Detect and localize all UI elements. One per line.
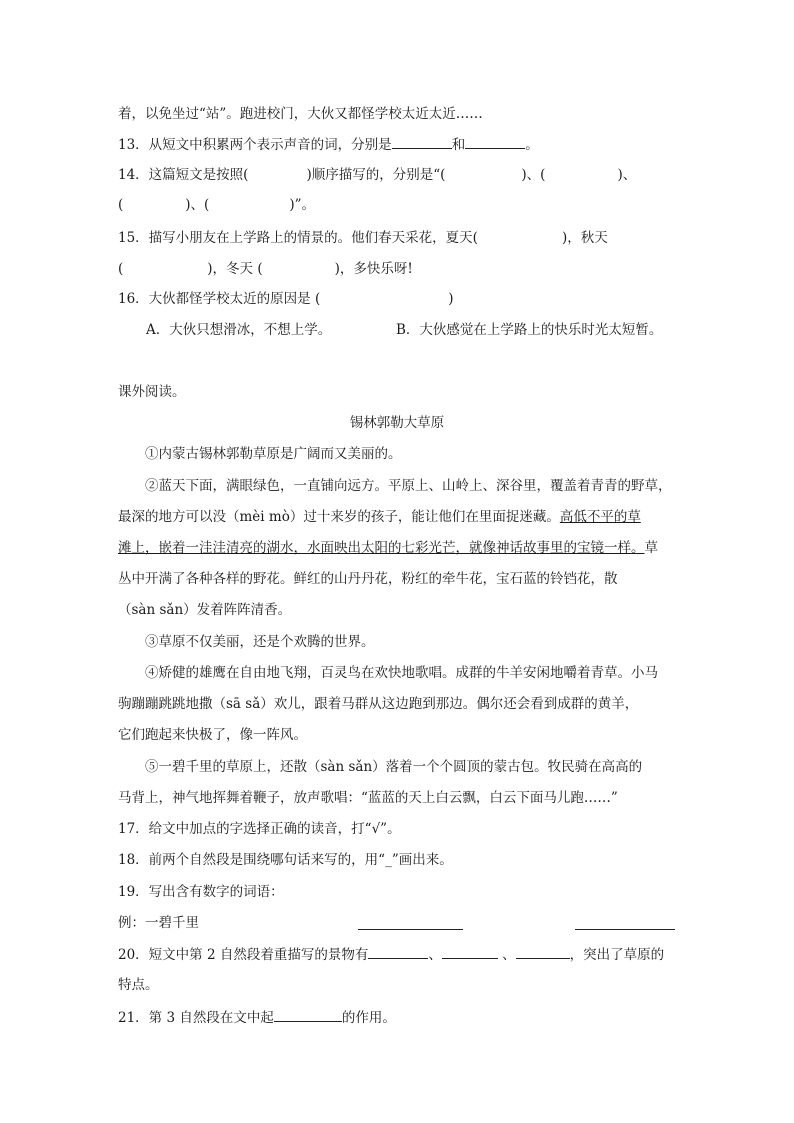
paragraph-2-line-3	[118, 538, 676, 558]
question-text: 15．描写小朋友在上学路上的情景的。他们春天采花，夏天(	[118, 230, 478, 246]
text: 它们跑起来快极了，像一阵风。	[118, 727, 307, 743]
question-text: (	[118, 197, 124, 213]
answer-blank[interactable]	[465, 134, 525, 149]
answer-blank[interactable]	[368, 944, 428, 959]
paragraph-3	[145, 632, 676, 652]
text: 草	[644, 540, 658, 556]
question-text: 17．给文中加点的字选择正确的读音，打“√”。	[118, 821, 401, 837]
question-text: 18．前两个自然段是围绕哪句话来写的，用“_”画出来。	[118, 852, 453, 868]
paragraph-2-line-5	[118, 600, 676, 620]
option-a[interactable]: A．大伙只想滑冰，不想上学。	[146, 322, 332, 338]
question-text: 13．从短文中积累两个表示声音的词，分别是	[118, 137, 392, 153]
question-21	[118, 1007, 676, 1028]
question-text: 特点。	[118, 977, 159, 993]
answer-blank[interactable]	[358, 915, 463, 930]
text: ④矫健的雄鹰在自由地飞翔，百灵鸟在欢快地歌唱。成群的牛羊安闲地嚼着青草。小马	[145, 665, 658, 681]
text: （sàn sǎn）发着阵阵清香。	[118, 602, 292, 618]
question-16	[118, 289, 676, 309]
paragraph-5-line-2	[118, 788, 676, 808]
text: ①内蒙古锡林郭勒草原是广阔而又美丽的。	[145, 446, 402, 462]
question-text: 19．写出含有数字的词语：	[118, 884, 284, 900]
question-text: )	[448, 291, 454, 307]
question-17	[118, 819, 676, 839]
text: ②蓝天下面，满眼绿色，一直铺向远方。平原上、山岭上、深谷里，覆盖着青青的野草，	[145, 478, 672, 494]
answer-blank[interactable]	[516, 944, 570, 959]
section-heading	[118, 382, 676, 402]
answer-blank[interactable]	[274, 1007, 342, 1022]
question-14-cont	[118, 195, 676, 215]
paragraph-4-line-3	[118, 725, 676, 745]
question-text: 。	[525, 137, 539, 153]
question-text: ，突出了草原的	[569, 947, 665, 963]
question-text: )”。	[289, 197, 315, 213]
question-text: 的作用。	[341, 1010, 396, 1026]
question-text: 21．第 3 自然段在文中起	[118, 1010, 274, 1026]
paragraph-1	[145, 444, 676, 464]
question-text: 16．大伙都怪学校太近的原因是 (	[118, 291, 321, 307]
option-b[interactable]: B．大伙感觉在上学路上的快乐时光太短暂。	[396, 322, 663, 338]
paragraph-2-line-2	[118, 507, 676, 527]
paragraph-5-line-1	[145, 757, 676, 777]
answer-blank[interactable]	[392, 134, 452, 149]
question-text: )、	[617, 167, 637, 183]
question-14	[118, 165, 676, 185]
heading-text: 课外阅读。	[118, 384, 186, 400]
underlined-text: 高低不平的草	[559, 509, 641, 525]
underlined-text: 滩上，嵌着一洼洼清亮的湖水，水面映出太阳的七彩光芒，就像神话故事里的宝镜一样。	[118, 540, 645, 556]
text: 着，以免坐过“站”。跑进校门，大伙又都怪学校太近太近……	[118, 106, 483, 122]
question-text: (	[118, 261, 124, 277]
question-text: )、(	[521, 167, 546, 183]
paragraph-4-line-2	[118, 694, 676, 714]
question-text: )，多快乐呀!	[334, 261, 413, 277]
question-19	[118, 882, 676, 902]
question-20-cont	[118, 975, 676, 995]
question-13	[118, 134, 676, 155]
question-19-example	[118, 913, 676, 933]
question-20	[118, 944, 676, 965]
question-text: 、	[497, 947, 516, 963]
question-text: 、	[428, 947, 442, 963]
paragraph-4-line-1	[145, 663, 676, 683]
text: 驹蹦蹦跳跳地撒（sā sǎ）欢儿，跟着马群从这边跑到那边。偶尔还会看到成群的黄羊，	[118, 696, 639, 712]
paragraph-2-line-4	[118, 569, 676, 589]
question-text: )，冬天 (	[207, 261, 263, 277]
passage-ending-line	[118, 104, 676, 124]
question-15-cont	[118, 259, 676, 279]
question-text: 和	[451, 137, 466, 153]
text: 丛中开满了各种各样的野花。鲜红的山丹丹花，粉红的牵牛花，宝石蓝的铃铛花，散	[118, 571, 618, 587]
question-text: )，秋天	[561, 230, 608, 246]
question-text: 20．短文中第 2 自然段着重描写的景物有	[118, 947, 369, 963]
title-text: 锡林郭勒大草原	[349, 415, 445, 431]
example-text: 例：一碧千里	[118, 915, 199, 931]
article-title	[118, 413, 676, 433]
text: 最深的地方可以没（mèi mò）过十来岁的孩子，能让他们在里面捉迷藏。	[118, 509, 560, 525]
paragraph-2-line-1	[145, 476, 676, 496]
text: 马背上，神气地挥舞着鞭子，放声歌唱：“蓝蓝的天上白云飘，白云下面马儿跑……”	[118, 790, 618, 806]
question-18	[118, 850, 676, 870]
question-text: 14．这篇短文是按照(	[118, 167, 249, 183]
text: ⑤一碧千里的草原上，还散（sàn sǎn）落着一个个圆顶的蒙古包。牧民骑在高高的	[145, 759, 643, 775]
text: ③草原不仅美丽，还是个欢腾的世界。	[145, 634, 375, 650]
question-text: )顺序描写的，分别是“(	[306, 167, 446, 183]
answer-blank[interactable]	[442, 944, 498, 959]
question-text: )、(	[185, 197, 210, 213]
answer-blank[interactable]	[575, 915, 675, 930]
question-15	[118, 228, 676, 248]
